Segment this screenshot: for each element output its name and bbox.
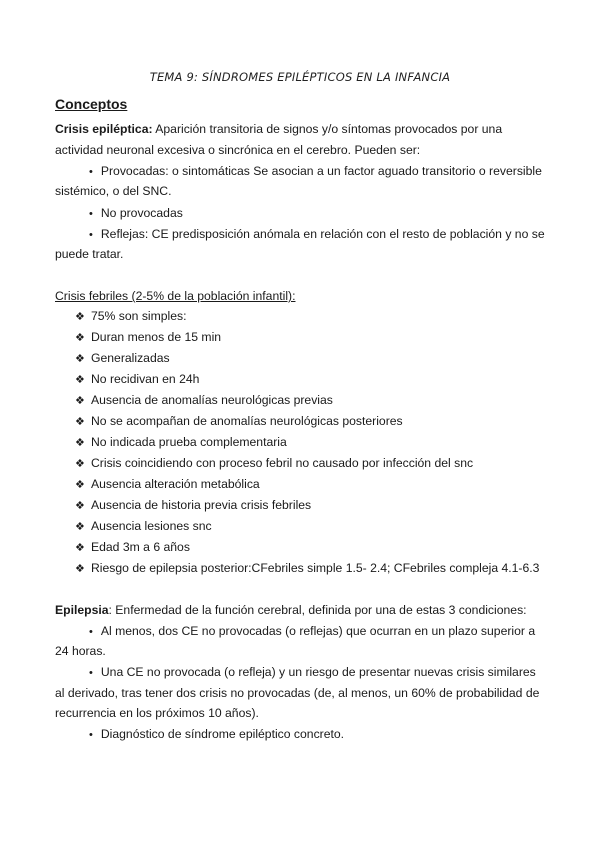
febriles-item-12 [75, 540, 190, 556]
diamond-bullet-icon: ❖ [75, 416, 85, 428]
diamond-bullet-icon: ❖ [75, 353, 85, 365]
bullet-text: Una CE no provocada (o refleja) y un riesgo de presentar nuevas crisis similares [100, 665, 536, 679]
epilepsia-label: Epilepsia [55, 603, 109, 617]
crisis-definition-line-1 [55, 122, 502, 137]
febriles-item-7 [75, 435, 287, 451]
febriles-heading: Crisis febriles (2-5% de la población infantil): [55, 289, 296, 303]
list-item-text: No indicada prueba complementaria [91, 435, 287, 449]
list-item-text: Riesgo de epilepsia posterior:CFebriles simple 1.5- 2.4; CFebriles compleja 4.1-6.3 [91, 561, 540, 575]
febriles-item-6 [75, 414, 403, 430]
bullet-text: Al menos, dos CE no provocadas (o reflejas) que ocurran en un plazo superior a [100, 624, 536, 638]
diamond-bullet-icon: ❖ [75, 437, 85, 449]
conceptos-heading: Conceptos [55, 96, 128, 112]
diamond-bullet-icon: ❖ [75, 500, 85, 512]
epilepsia-bullet-2-cont-2: recurrencia en los próximos 10 años). [55, 706, 259, 720]
list-item-text: No se acompañan de anomalías neurológicas posteriores [91, 414, 403, 428]
epilepsia-bullet-3 [89, 727, 344, 743]
febriles-item-5 [75, 393, 333, 409]
epilepsia-bullet-2-cont-1: al derivado, tras tener dos crisis no provocadas (de, al menos, un 60% de probabilidad de [55, 686, 540, 700]
list-item-text: Duran menos de 15 min [91, 330, 222, 344]
bullet-text: Provocadas: o sintomáticas Se asocian a un factor aguado transitorio o reversible [100, 164, 542, 178]
diamond-bullet-icon: ❖ [75, 311, 85, 323]
bullet-text: Reflejas: CE predisposición anómala en relación con el resto de población y no se [100, 227, 545, 241]
conceptos-bullet-1-cont: sistémico, o del SNC. [55, 184, 172, 198]
crisis-definition-line-2: actividad neuronal excesiva o sincrónica en el cerebro. Pueden ser: [55, 143, 421, 157]
list-item-text: Generalizadas [91, 351, 170, 365]
febriles-item-11 [75, 519, 212, 535]
diamond-bullet-icon: ❖ [75, 479, 85, 491]
epilepsia-definition [55, 603, 527, 618]
crisis-label: Crisis epiléptica: [55, 122, 153, 136]
list-item-text: Ausencia lesiones snc [91, 519, 212, 533]
bullet-dot-icon: • [89, 729, 93, 741]
list-item-text: 75% son simples: [91, 309, 187, 323]
febriles-item-13 [75, 561, 539, 577]
febriles-item-2 [75, 330, 221, 346]
conceptos-bullet-3 [89, 227, 545, 243]
diamond-bullet-icon: ❖ [75, 332, 85, 344]
diamond-bullet-icon: ❖ [75, 521, 85, 533]
diamond-bullet-icon: ❖ [75, 458, 85, 470]
febriles-item-9 [75, 477, 260, 493]
diamond-bullet-icon: ❖ [75, 374, 85, 386]
list-item-text: No recidivan en 24h [91, 372, 200, 386]
bullet-dot-icon: • [89, 626, 93, 638]
bullet-dot-icon: • [89, 229, 93, 241]
bullet-dot-icon: • [89, 667, 93, 679]
epilepsia-bullet-1-cont: 24 horas. [55, 644, 106, 658]
conceptos-bullet-3-cont: puede tratar. [55, 247, 124, 261]
list-item-text: Ausencia alteración metabólica [91, 477, 260, 491]
list-item-text: Edad 3m a 6 años [91, 540, 190, 554]
diamond-bullet-icon: ❖ [75, 542, 85, 554]
epilepsia-bullet-1 [89, 624, 535, 640]
bullet-text: No provocadas [100, 206, 183, 220]
conceptos-bullet-1 [89, 164, 542, 180]
diamond-bullet-icon: ❖ [75, 395, 85, 407]
epilepsia-bullet-2 [89, 665, 536, 681]
diamond-bullet-icon: ❖ [75, 563, 85, 575]
conceptos-bullet-2 [89, 206, 183, 222]
bullet-text: Diagnóstico de síndrome epiléptico concreto. [100, 727, 345, 741]
febriles-item-8 [75, 456, 473, 472]
bullet-dot-icon: • [89, 208, 93, 220]
febriles-item-4 [75, 372, 199, 388]
epilepsia-text: : Enfermedad de la función cerebral, definida por una de estas 3 condiciones: [108, 603, 527, 617]
febriles-item-10 [75, 498, 311, 514]
list-item-text: Ausencia de historia previa crisis febriles [91, 498, 312, 512]
list-item-text: Crisis coincidiendo con proceso febril no causado por infección del snc [91, 456, 474, 470]
febriles-item-3 [75, 351, 170, 367]
list-item-text: Ausencia de anomalías neurológicas previas [91, 393, 333, 407]
febriles-item-1 [75, 309, 187, 325]
crisis-text-1: Aparición transitoria de signos y/o síntomas provocados por una [152, 122, 503, 136]
bullet-dot-icon: • [89, 166, 93, 178]
page-title: TEMA 9: SÍNDROMES EPILÉPTICOS EN LA INFANCIA [149, 70, 451, 84]
